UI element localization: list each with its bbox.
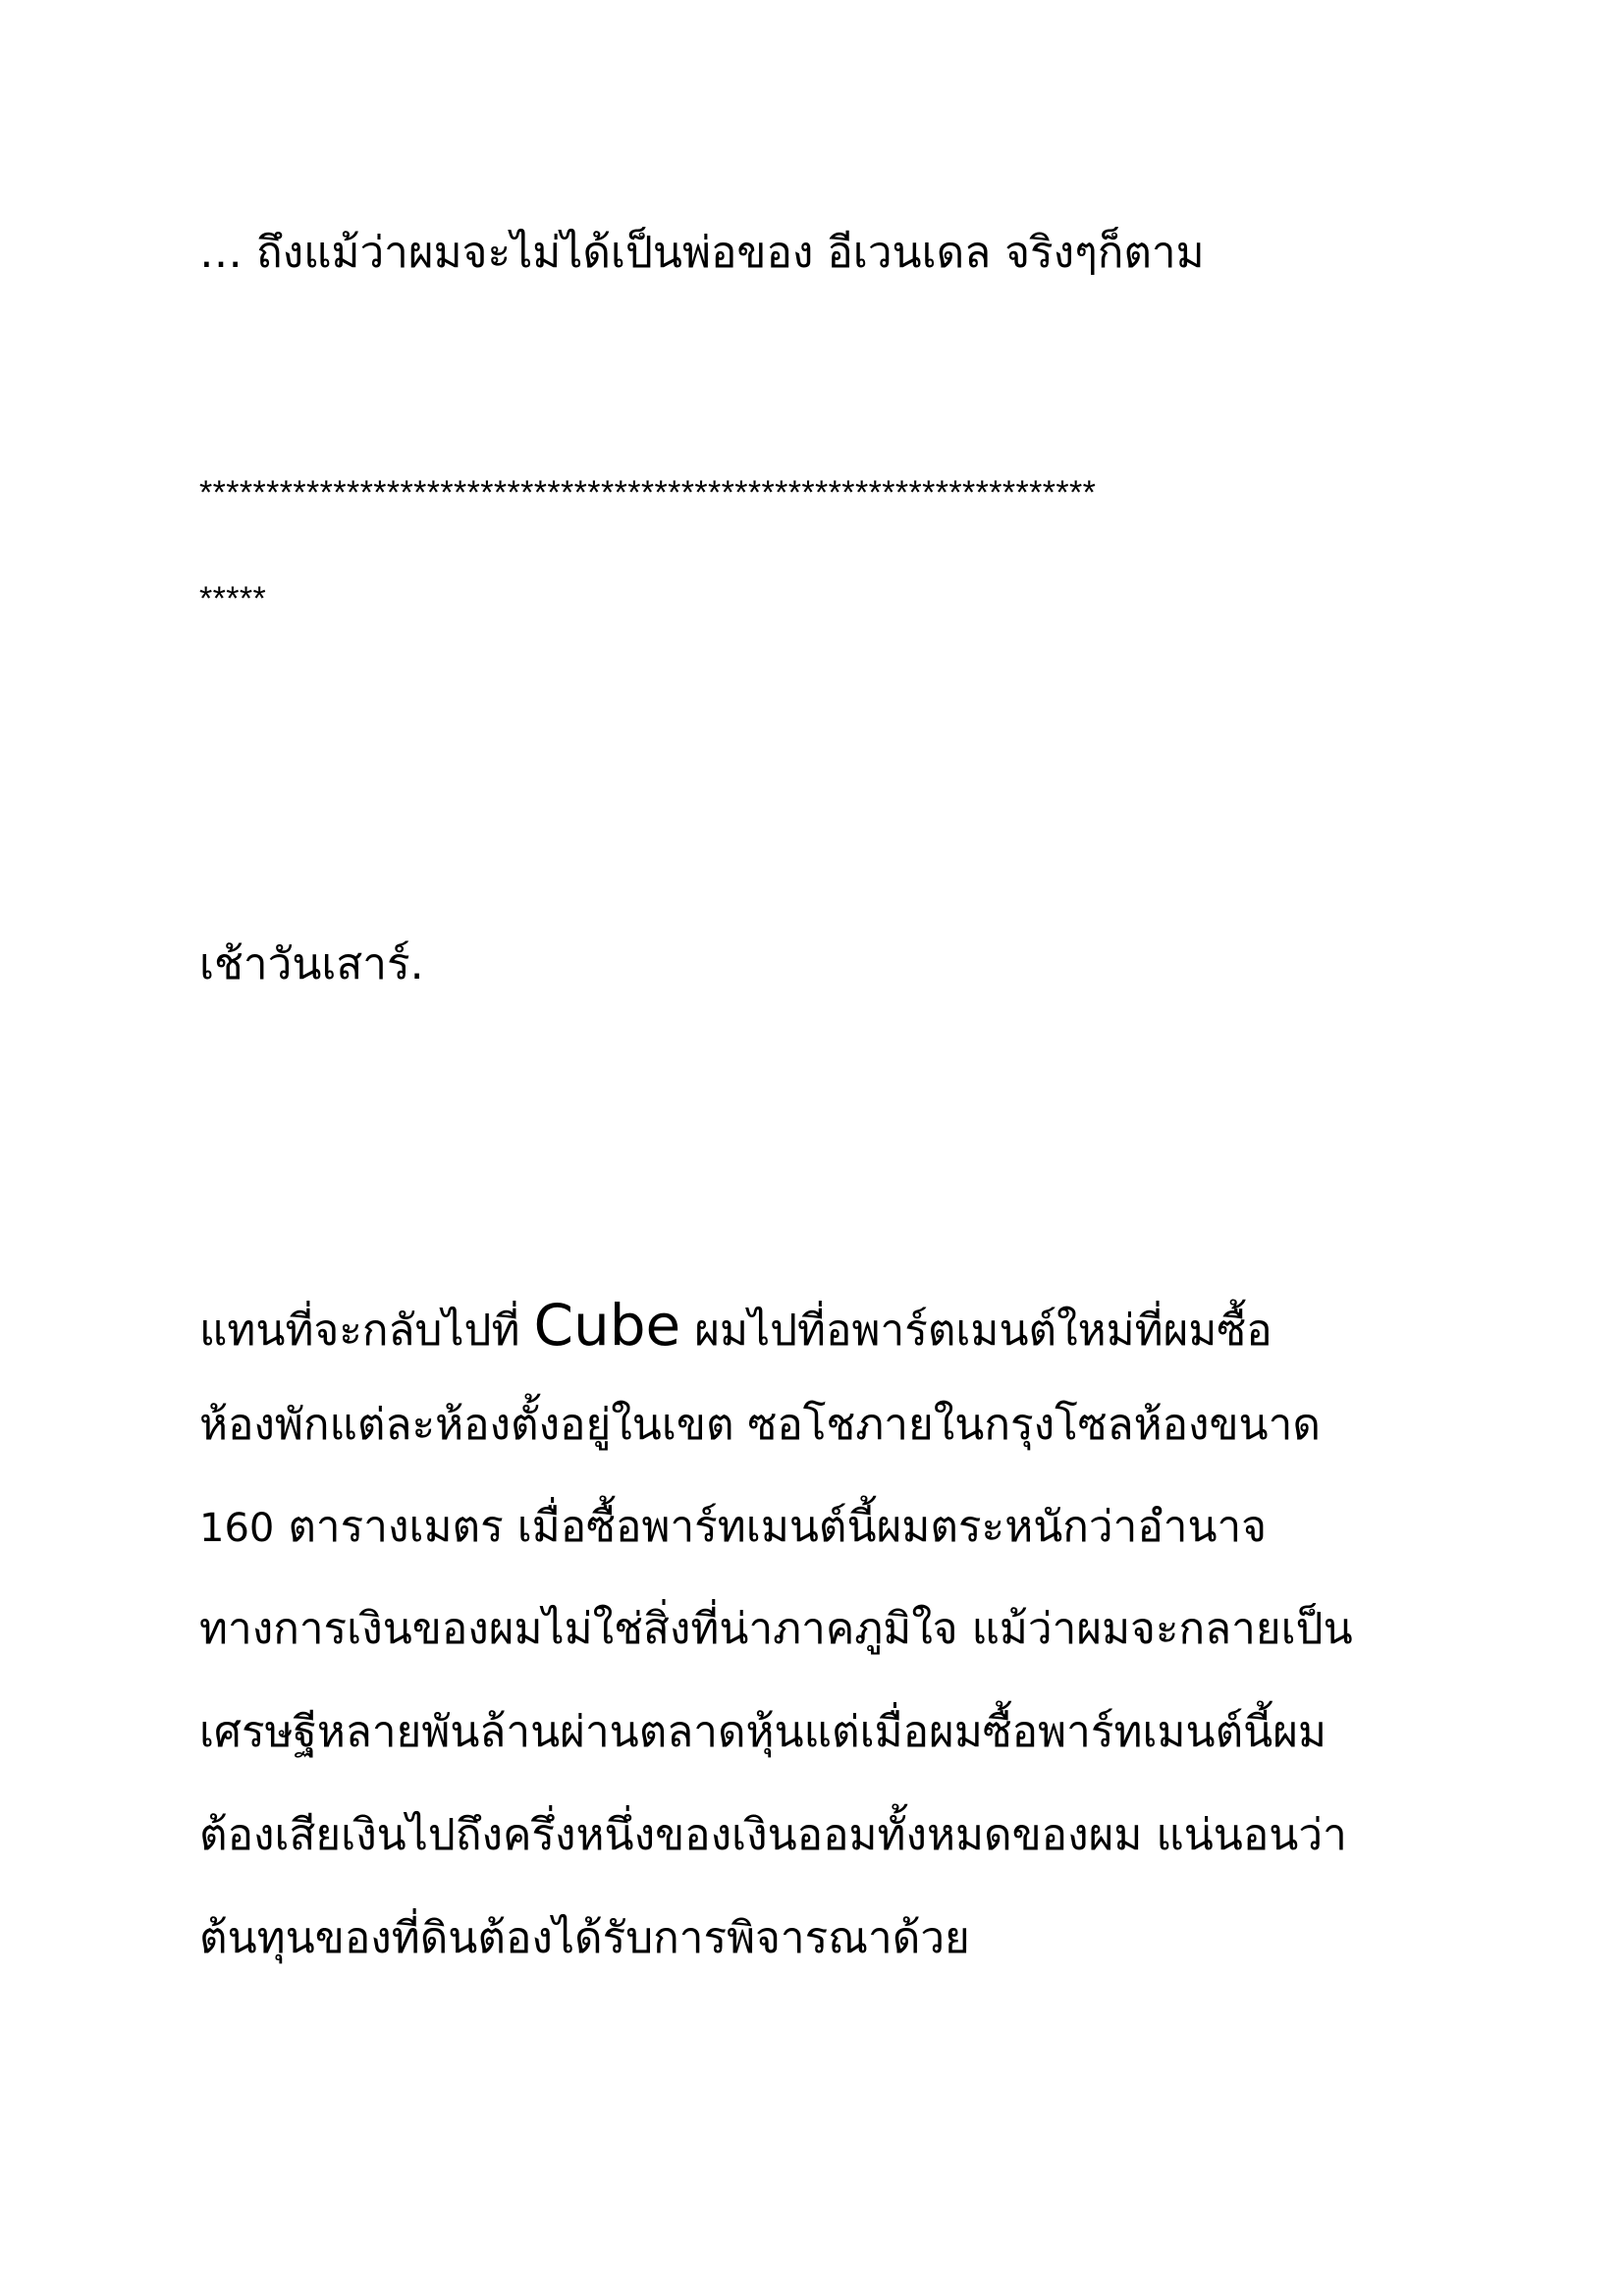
cube-name: Cube [533,1292,681,1359]
separator-stars-continued: ***** [199,580,267,617]
paragraph-line-3-rest: ตารางเมตร เมื่อซื้อพาร์ทเมนต์นี้ผมตระหนักว่าอำนาจ [274,1502,1268,1552]
paragraph-line-4: ทางการเงินของผมไม่ใช่สิ่งที่น่าภาคภูมิใจ แม้ว่าผมจะกลายเป็น [199,1604,1353,1654]
scene-heading: เช้าวันเสาร์. [199,939,424,989]
paragraph-line-6: ต้องเสียเงินไปถึงครึ่งหนึ่งของเงินออมทั้งหมดของผม แน่นอนว่า [199,1810,1347,1860]
paragraph-line-1-start: แทนที่จะกลับไปที่ [199,1306,534,1356]
text-line-1: … ถึงแม้ว่าผมจะไม่ได้เป็นพ่อของ อีเวนเดล จริงๆก็ตาม [199,228,1205,278]
paragraph-line-5: เศรษฐีหลายพันล้านผ่านตลาดหุ้นแต่เมื่อผมซื้อพาร์ทเมนต์นี้ผม [199,1707,1327,1757]
area-number: 160 [199,1506,275,1551]
paragraph-line-2: ห้องพักแต่ละห้องตั้งอยู่ในเขต ซอโชภายในกรุงโซลห้องขนาด [199,1400,1321,1450]
paragraph-line-3 [199,1498,1267,1558]
paragraph-line-1 [199,1292,1272,1361]
separator-stars: ******************************************************************* [199,474,1097,511]
paragraph-line-1-end: ผมไปที่อพาร์ตเมนต์ใหม่ที่ผมซื้อ [680,1306,1272,1356]
paragraph-line-7: ต้นทุนของที่ดินต้องได้รับการพิจารณาด้วย [199,1913,970,1963]
